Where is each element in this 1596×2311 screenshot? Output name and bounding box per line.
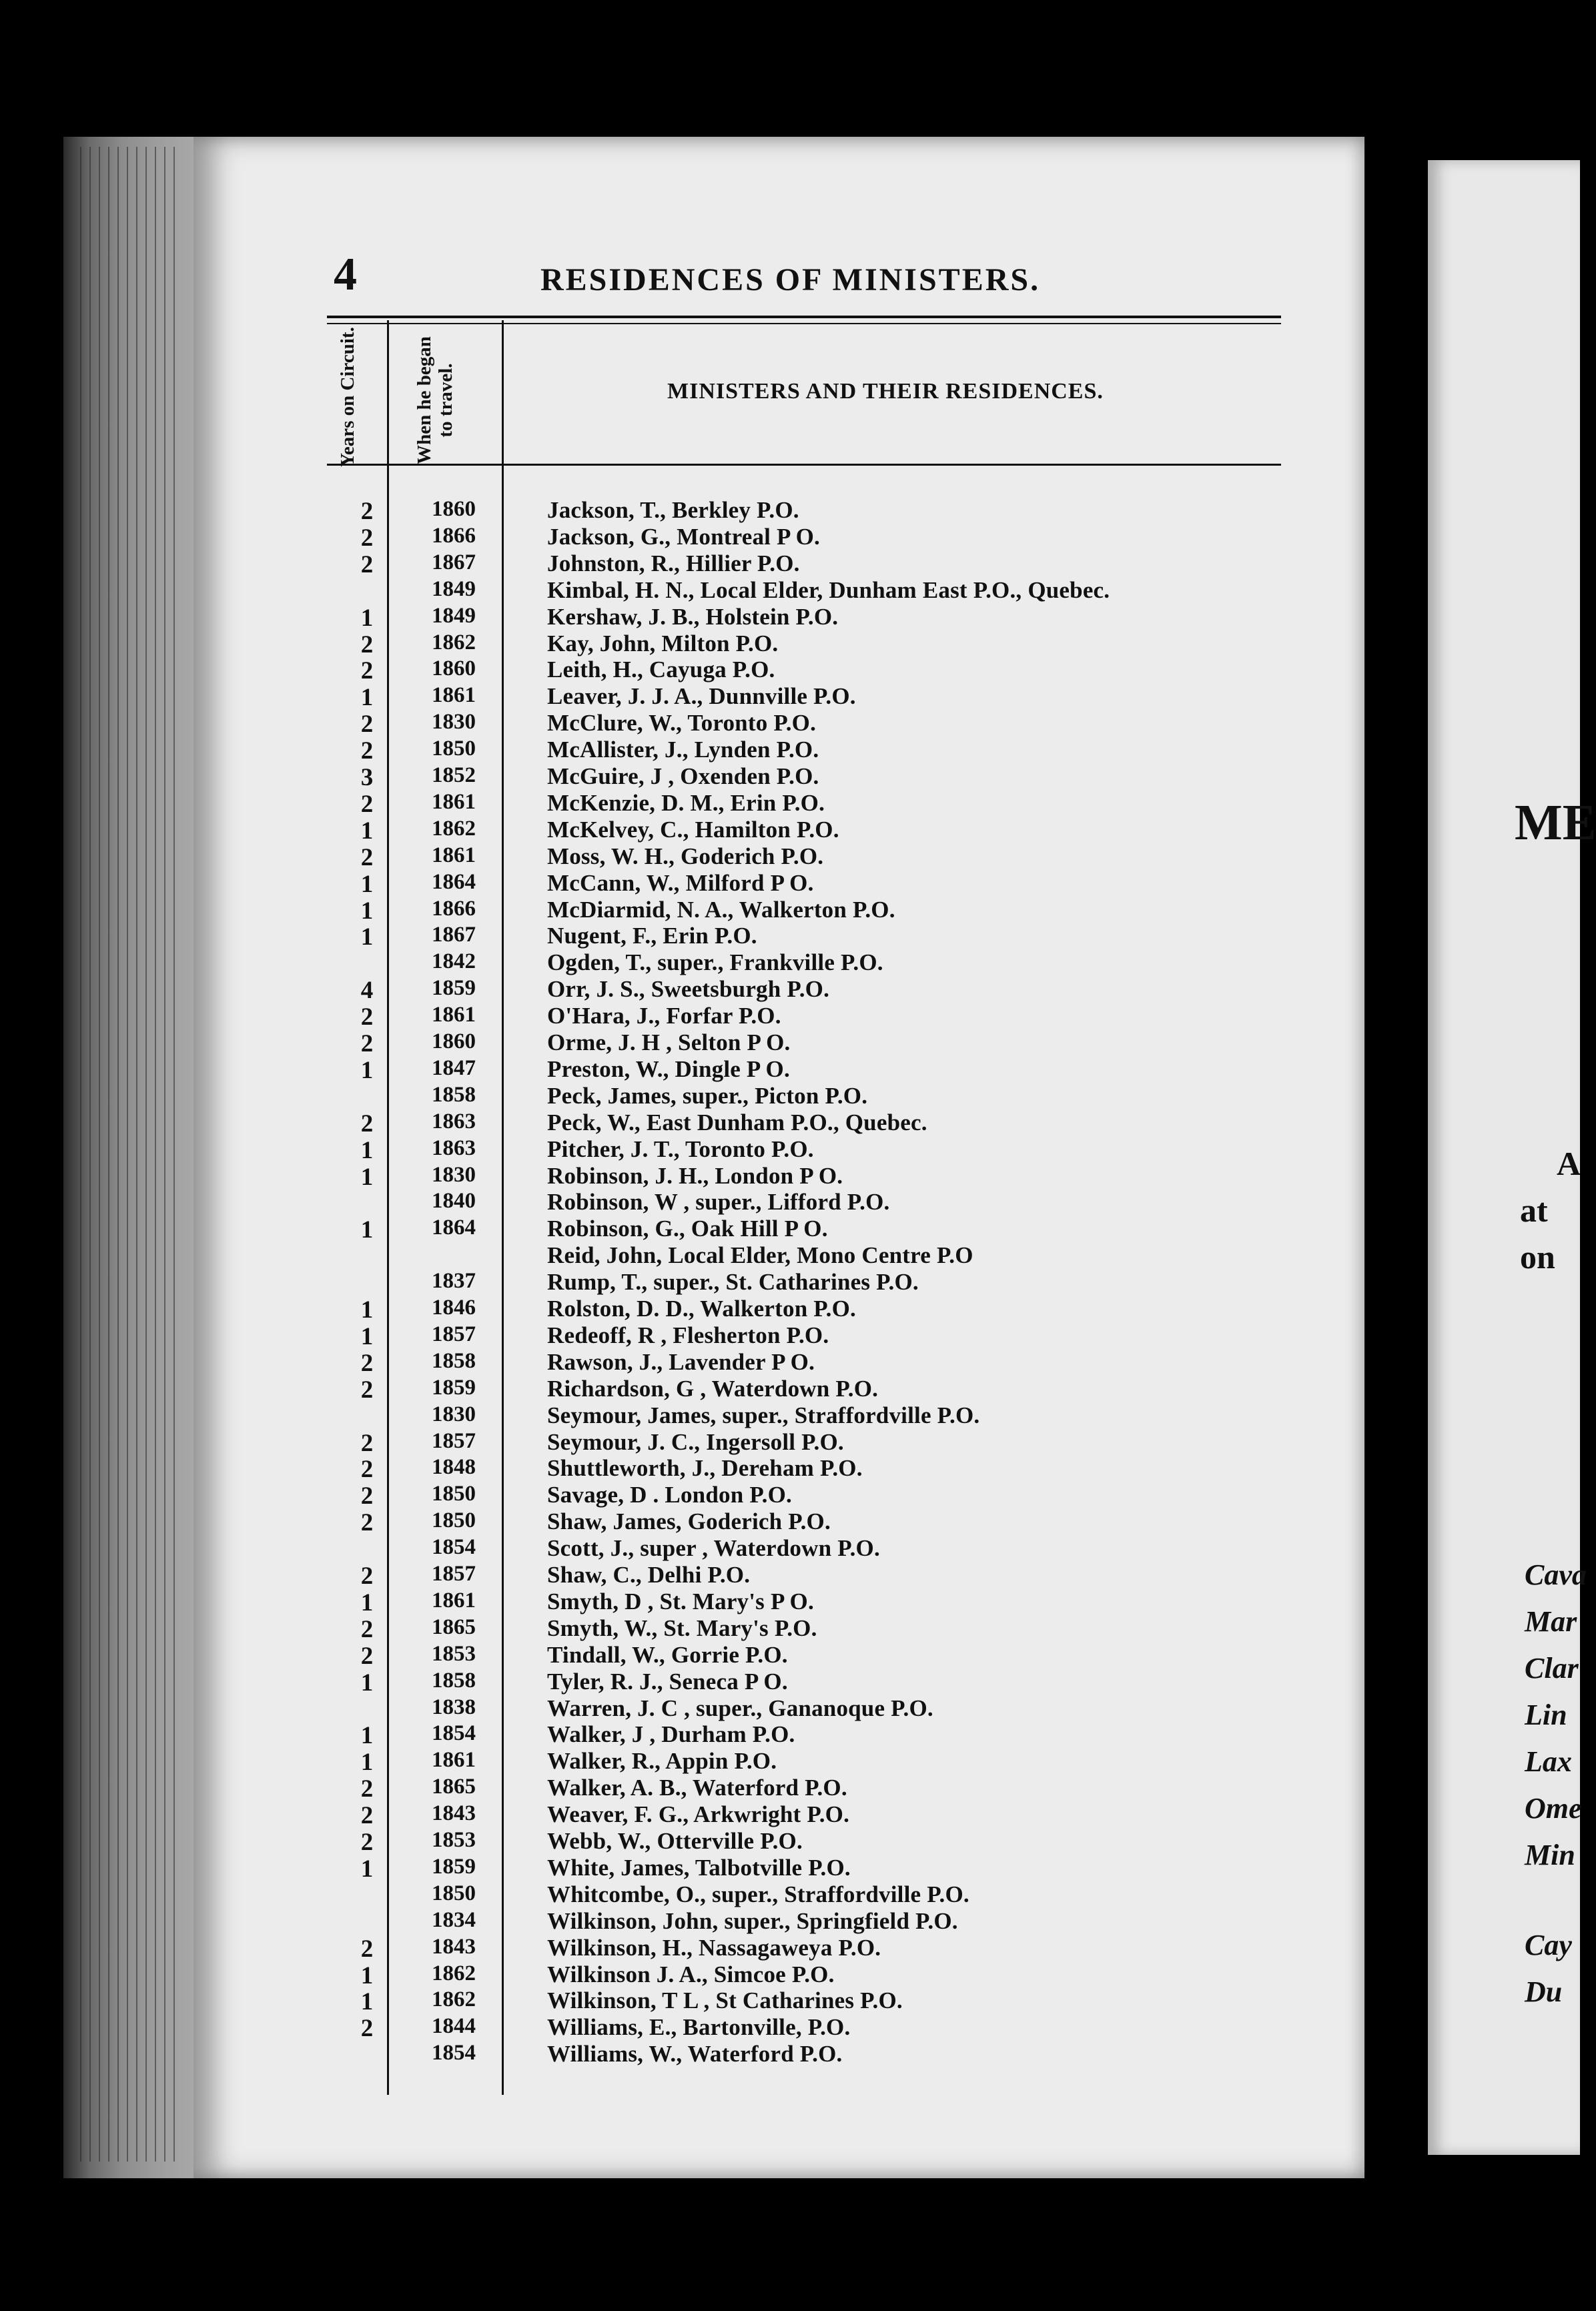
table-row xyxy=(320,630,1254,656)
minister-residence-cell: McCann, W., Milford P O. xyxy=(547,869,814,896)
began-travel-cell: 1867 xyxy=(432,550,476,574)
began-travel-cell: 1844 xyxy=(432,2014,476,2039)
table-row xyxy=(320,1029,1254,1055)
minister-residence-cell: Leith, H., Cayuga P.O. xyxy=(547,656,775,683)
right-page-italic-line: Du xyxy=(1525,1975,1563,2008)
years-on-circuit-cell: 4 xyxy=(360,977,374,1005)
minister-residence-cell: Walker, J , Durham P.O. xyxy=(547,1721,795,1748)
minister-residence-cell: Seymour, James, super., Straffordville P.O. xyxy=(547,1402,980,1428)
years-on-circuit-cell: 2 xyxy=(360,1829,374,1856)
table-row xyxy=(320,1775,1254,1801)
minister-residence-cell: Whitcombe, O., super., Straffordville P.O. xyxy=(547,1881,969,1907)
began-travel-cell: 1861 xyxy=(432,683,476,708)
minister-residence-cell: Ogden, T., super., Frankville P.O. xyxy=(547,949,883,976)
began-travel-cell: 1849 xyxy=(432,603,476,628)
minister-residence-cell: Shaw, James, Goderich P.O. xyxy=(547,1508,831,1535)
minister-residence-cell: Richardson, G , Waterdown P.O. xyxy=(547,1375,879,1402)
years-on-circuit-cell: 3 xyxy=(360,764,374,791)
right-page-heading: ME xyxy=(1515,795,1596,851)
began-travel-cell: 1858 xyxy=(432,1348,476,1373)
table-row xyxy=(320,1588,1254,1614)
minister-residence-cell: Shaw, C., Delhi P.O. xyxy=(547,1562,751,1588)
minister-residence-cell: Warren, J. C , super., Gananoque P.O. xyxy=(547,1695,933,1721)
minister-residence-cell: Savage, D . London P.O. xyxy=(547,1482,793,1508)
began-travel-cell: 1857 xyxy=(432,1428,476,1453)
years-on-circuit-cell: 1 xyxy=(360,1988,374,2016)
years-on-circuit-cell: 1 xyxy=(360,1588,374,1616)
table-row xyxy=(320,604,1254,630)
years-on-circuit-cell: 1 xyxy=(360,1961,374,1989)
years-on-circuit-cell: 2 xyxy=(360,1642,374,1670)
table-row xyxy=(320,2041,1254,2067)
began-travel-cell: 1830 xyxy=(432,1402,476,1426)
table-row xyxy=(320,1349,1254,1375)
began-travel-cell: 1861 xyxy=(432,1003,476,1027)
minister-residence-cell: Wilkinson J. A., Simcoe P.O. xyxy=(547,1961,835,1987)
minister-residence-cell: Leaver, J. J. A., Dunnville P.O. xyxy=(547,683,856,710)
table-row xyxy=(320,1828,1254,1854)
minister-residence-cell: Williams, W., Waterford P.O. xyxy=(547,2041,843,2067)
table-row xyxy=(320,1508,1254,1537)
table-row xyxy=(320,1987,1254,2016)
table-row xyxy=(320,656,1254,685)
began-travel-cell: 1867 xyxy=(432,923,476,947)
began-travel-cell: 1858 xyxy=(432,1082,476,1107)
years-on-circuit-cell: 1 xyxy=(360,1216,374,1244)
right-page-text-a: A xyxy=(1557,1145,1581,1182)
began-travel-cell: 1865 xyxy=(432,1775,476,1799)
years-on-circuit-cell: 2 xyxy=(360,1030,374,1057)
right-page-italic-line: Min xyxy=(1525,1839,1575,1871)
table-row xyxy=(320,1642,1254,1668)
began-travel-cell: 1862 xyxy=(432,816,476,841)
minister-residence-cell: Peck, W., East Dunham P.O., Quebec. xyxy=(547,1109,927,1135)
years-on-circuit-cell: 2 xyxy=(360,550,374,578)
header-bottom-rule xyxy=(327,464,1281,466)
minister-residence-cell: Kay, John, Milton P.O. xyxy=(547,630,779,656)
minister-residence-cell: Pitcher, J. T., Toronto P.O. xyxy=(547,1135,814,1162)
began-travel-cell: 1864 xyxy=(432,869,476,894)
minister-residence-cell: White, James, Talbotville P.O. xyxy=(547,1854,851,1881)
began-travel-cell: 1843 xyxy=(432,1934,476,1959)
years-on-circuit-cell: 2 xyxy=(360,1562,374,1590)
began-travel-cell: 1853 xyxy=(432,1828,476,1852)
minister-residence-cell: Wilkinson, H., Nassagaweya P.O. xyxy=(547,1934,881,1961)
table-row xyxy=(320,1216,1254,1242)
began-travel-cell: 1859 xyxy=(432,1375,476,1400)
table-row xyxy=(320,1056,1254,1082)
right-page-italic-line: Lin xyxy=(1525,1699,1567,1731)
page-edges xyxy=(80,147,180,2162)
minister-residence-cell: Rolston, D. D., Walkerton P.O. xyxy=(547,1296,856,1322)
table-row xyxy=(320,1935,1254,1961)
years-on-circuit-cell: 1 xyxy=(360,1322,374,1350)
years-on-circuit-cell: 1 xyxy=(360,870,374,898)
minister-residence-cell: Tindall, W., Gorrie P.O. xyxy=(547,1641,788,1668)
table-row xyxy=(320,817,1254,843)
began-travel-cell: 1843 xyxy=(432,1801,476,1826)
table-row xyxy=(320,1562,1254,1588)
minister-residence-cell: Rawson, J., Lavender P O. xyxy=(547,1348,815,1375)
right-page-italic-line: Ome xyxy=(1525,1792,1582,1825)
began-travel-cell: 1863 xyxy=(432,1135,476,1160)
years-on-circuit-cell: 2 xyxy=(360,2015,374,2043)
began-travel-cell: 1837 xyxy=(432,1269,476,1294)
began-travel-cell: 1862 xyxy=(432,1987,476,2012)
began-travel-cell: 1860 xyxy=(432,656,476,681)
years-on-circuit-cell: 2 xyxy=(360,1109,374,1137)
began-travel-cell: 1857 xyxy=(432,1322,476,1346)
minister-residence-cell: Kershaw, J. B., Holstein P.O. xyxy=(547,603,839,630)
table-row xyxy=(320,497,1254,523)
began-travel-cell: 1859 xyxy=(432,976,476,1001)
years-on-circuit-cell: 2 xyxy=(360,524,374,552)
minister-residence-cell: Orr, J. S., Sweetsburgh P.O. xyxy=(547,976,830,1003)
table-row xyxy=(320,1908,1254,1934)
began-travel-cell: 1860 xyxy=(432,497,476,521)
table-row xyxy=(320,1003,1254,1029)
table-row xyxy=(320,976,1254,1005)
years-on-circuit-cell: 2 xyxy=(360,1802,374,1830)
years-on-circuit-cell: 2 xyxy=(360,711,374,739)
table-row xyxy=(320,1615,1254,1641)
began-travel-cell: 1830 xyxy=(432,1162,476,1187)
minister-residence-cell: Johnston, R., Hillier P.O. xyxy=(547,550,800,576)
minister-residence-cell: Scott, J., super , Waterdown P.O. xyxy=(547,1535,880,1562)
years-on-circuit-cell: 1 xyxy=(360,684,374,712)
years-on-circuit-cell: 2 xyxy=(360,1775,374,1803)
began-travel-cell: 1854 xyxy=(432,2041,476,2065)
minister-residence-cell: Wilkinson, John, super., Springfield P.O. xyxy=(547,1907,958,1934)
column-header-ministers: MINISTERS AND THEIR RESIDENCES. xyxy=(667,379,1104,404)
minister-residence-cell: O'Hara, J., Forfar P.O. xyxy=(547,1003,781,1029)
began-travel-cell: 1850 xyxy=(432,1482,476,1506)
years-on-circuit-cell: 2 xyxy=(360,1482,374,1510)
minister-residence-cell: McAllister, J., Lynden P.O. xyxy=(547,737,819,763)
minister-residence-cell: Jackson, G., Montreal P O. xyxy=(547,523,820,550)
minister-residence-cell: Peck, James, super., Picton P.O. xyxy=(547,1082,868,1109)
began-travel-cell: 1861 xyxy=(432,789,476,814)
minister-residence-cell: Wilkinson, T L , St Catharines P.O. xyxy=(547,1987,903,2014)
table-row xyxy=(320,1482,1254,1508)
table-row xyxy=(320,1296,1254,1322)
column-header-began: When he began to travel. xyxy=(414,336,456,464)
table-row xyxy=(320,577,1254,603)
began-travel-cell: 1842 xyxy=(432,949,476,974)
table-row xyxy=(320,897,1254,923)
minister-residence-cell: Weaver, F. G., Arkwright P.O. xyxy=(547,1801,850,1828)
began-travel-cell: 1861 xyxy=(432,1588,476,1612)
years-on-circuit-cell: 1 xyxy=(360,1722,374,1750)
began-travel-cell: 1862 xyxy=(432,630,476,654)
table-row xyxy=(320,763,1254,789)
years-on-circuit-cell: 2 xyxy=(360,498,374,525)
table-row xyxy=(320,843,1254,869)
table-row xyxy=(320,790,1254,816)
began-travel-cell: 1864 xyxy=(432,1216,476,1240)
table-row xyxy=(320,1269,1254,1295)
years-on-circuit-cell: 2 xyxy=(360,1509,374,1537)
began-travel-cell: 1854 xyxy=(432,1721,476,1746)
began-travel-cell: 1850 xyxy=(432,1508,476,1533)
minister-residence-cell: Robinson, G., Oak Hill P O. xyxy=(547,1216,828,1242)
table-row xyxy=(320,1695,1254,1721)
table-row xyxy=(320,710,1254,739)
table-row xyxy=(320,683,1254,712)
minister-residence-cell: Smyth, W., St. Mary's P.O. xyxy=(547,1614,817,1641)
table-row xyxy=(320,1748,1254,1777)
right-page-italic-line: Clar xyxy=(1525,1652,1579,1685)
minister-residence-cell: McGuire, J , Oxenden P.O. xyxy=(547,763,819,789)
right-page-italic-line: Mar xyxy=(1525,1605,1577,1638)
minister-residence-cell: Rump, T., super., St. Catharines P.O. xyxy=(547,1269,919,1296)
right-page-text-on: on xyxy=(1520,1238,1555,1276)
began-travel-cell: 1847 xyxy=(432,1055,476,1080)
years-on-circuit-cell: 1 xyxy=(360,1855,374,1883)
years-on-circuit-cell: 2 xyxy=(360,630,374,658)
table-row xyxy=(320,1402,1254,1428)
years-on-circuit-cell: 2 xyxy=(360,1615,374,1643)
table-row xyxy=(320,1855,1254,1881)
right-page-italic-line: Cava xyxy=(1525,1558,1587,1591)
right-page-italic-line: Lax xyxy=(1525,1745,1572,1778)
began-travel-cell: 1860 xyxy=(432,1029,476,1053)
table-row xyxy=(320,1083,1254,1109)
years-on-circuit-cell: 1 xyxy=(360,1296,374,1324)
table-row xyxy=(320,1376,1254,1402)
table-row xyxy=(320,1801,1254,1830)
top-rule xyxy=(327,316,1281,318)
table-row xyxy=(320,1535,1254,1561)
minister-residence-cell: Reid, John, Local Elder, Mono Centre P.O xyxy=(547,1242,973,1269)
years-on-circuit-cell: 2 xyxy=(360,1003,374,1031)
table-row xyxy=(320,870,1254,896)
table-row xyxy=(320,923,1254,949)
minister-residence-cell: Robinson, J. H., London P O. xyxy=(547,1162,843,1189)
minister-residence-cell: Robinson, W , super., Lifford P.O. xyxy=(547,1189,890,1216)
began-travel-cell: 1865 xyxy=(432,1614,476,1639)
table-row xyxy=(320,1881,1254,1907)
minister-residence-cell: Smyth, D , St. Mary's P O. xyxy=(547,1588,814,1614)
began-travel-cell: 1859 xyxy=(432,1854,476,1879)
minister-residence-cell: Preston, W., Dingle P O. xyxy=(547,1055,790,1082)
minister-residence-cell: Redeoff, R , Flesherton P.O. xyxy=(547,1322,829,1348)
years-on-circuit-cell: 1 xyxy=(360,1749,374,1777)
table-row xyxy=(320,1455,1254,1484)
began-travel-cell: 1830 xyxy=(432,710,476,735)
began-travel-cell: 1862 xyxy=(432,1961,476,1985)
years-on-circuit-cell: 1 xyxy=(360,897,374,925)
began-travel-cell: 1854 xyxy=(432,1535,476,1560)
table-row xyxy=(320,2014,1254,2043)
minister-residence-cell: McDiarmid, N. A., Walkerton P.O. xyxy=(547,896,895,923)
table-row xyxy=(320,1429,1254,1455)
minister-residence-cell: Moss, W. H., Goderich P.O. xyxy=(547,843,824,869)
began-travel-cell: 1848 xyxy=(432,1455,476,1480)
years-on-circuit-cell: 2 xyxy=(360,843,374,871)
minister-residence-cell: Walker, R., Appin P.O. xyxy=(547,1748,777,1775)
years-on-circuit-cell: 2 xyxy=(360,657,374,685)
began-travel-cell: 1861 xyxy=(432,1748,476,1773)
years-on-circuit-cell: 1 xyxy=(360,604,374,632)
right-page-italic-line: Cay xyxy=(1525,1929,1572,1961)
years-on-circuit-cell: 1 xyxy=(360,1163,374,1191)
years-on-circuit-cell: 2 xyxy=(360,1349,374,1377)
minister-residence-cell: Williams, E., Bartonville, P.O. xyxy=(547,2014,851,2041)
minister-residence-cell: McKenzie, D. M., Erin P.O. xyxy=(547,789,825,816)
table-row xyxy=(320,1961,1254,1987)
years-on-circuit-cell: 2 xyxy=(360,1456,374,1484)
began-travel-cell: 1861 xyxy=(432,843,476,867)
table-row xyxy=(320,1242,1254,1268)
table-row xyxy=(320,1322,1254,1348)
began-travel-cell: 1866 xyxy=(432,896,476,921)
column-header-years: Years on Circuit. xyxy=(337,327,358,467)
minister-residence-cell: McClure, W., Toronto P.O. xyxy=(547,710,817,737)
years-on-circuit-cell: 2 xyxy=(360,1376,374,1404)
minister-residence-cell: Webb, W., Otterville P.O. xyxy=(547,1828,803,1854)
minister-residence-cell: McKelvey, C., Hamilton P.O. xyxy=(547,816,839,843)
began-travel-cell: 1857 xyxy=(432,1562,476,1586)
began-travel-cell: 1834 xyxy=(432,1907,476,1932)
began-travel-cell: 1840 xyxy=(432,1189,476,1214)
minister-residence-cell: Seymour, J. C., Ingersoll P.O. xyxy=(547,1428,844,1455)
table-row xyxy=(320,1669,1254,1695)
table-row xyxy=(320,1189,1254,1215)
minister-residence-cell: Kimbal, H. N., Local Elder, Dunham East P.O., Quebec. xyxy=(547,576,1110,603)
began-travel-cell: 1858 xyxy=(432,1668,476,1693)
years-on-circuit-cell: 1 xyxy=(360,1669,374,1697)
began-travel-cell: 1849 xyxy=(432,576,476,601)
began-travel-cell: 1866 xyxy=(432,523,476,548)
page-number: 4 xyxy=(334,249,357,300)
table-row xyxy=(320,1136,1254,1162)
years-on-circuit-cell: 1 xyxy=(360,1056,374,1084)
years-on-circuit-cell: 2 xyxy=(360,737,374,765)
minister-residence-cell: Walker, A. B., Waterford P.O. xyxy=(547,1775,847,1801)
minister-residence-cell: Shuttleworth, J., Dereham P.O. xyxy=(547,1455,863,1482)
right-page-text-at: at xyxy=(1520,1192,1548,1229)
table-row xyxy=(320,1109,1254,1135)
began-travel-cell: 1863 xyxy=(432,1109,476,1133)
began-travel-cell: 1850 xyxy=(432,1881,476,1905)
years-on-circuit-cell: 2 xyxy=(360,1429,374,1457)
minister-residence-cell: Orme, J. H , Selton P O. xyxy=(547,1029,791,1055)
table-row xyxy=(320,949,1254,975)
years-on-circuit-cell: 1 xyxy=(360,923,374,951)
table-row xyxy=(320,737,1254,763)
began-travel-cell: 1838 xyxy=(432,1695,476,1719)
minister-residence-cell: Jackson, T., Berkley P.O. xyxy=(547,497,799,523)
began-travel-cell: 1846 xyxy=(432,1296,476,1320)
began-travel-cell: 1852 xyxy=(432,763,476,787)
top-rule-thin xyxy=(327,323,1281,324)
began-travel-cell: 1853 xyxy=(432,1641,476,1666)
years-on-circuit-cell: 2 xyxy=(360,790,374,818)
minister-residence-cell: Nugent, F., Erin P.O. xyxy=(547,923,757,949)
began-travel-cell: 1850 xyxy=(432,737,476,761)
years-on-circuit-cell: 1 xyxy=(360,1136,374,1164)
years-on-circuit-cell: 2 xyxy=(360,1935,374,1963)
table-row xyxy=(320,524,1254,550)
table-row xyxy=(320,550,1254,576)
running-head: RESIDENCES OF MINISTERS. xyxy=(540,262,1041,298)
minister-residence-cell: Tyler, R. J., Seneca P O. xyxy=(547,1668,788,1695)
table-row xyxy=(320,1721,1254,1750)
years-on-circuit-cell: 1 xyxy=(360,817,374,845)
table-row xyxy=(320,1163,1254,1189)
